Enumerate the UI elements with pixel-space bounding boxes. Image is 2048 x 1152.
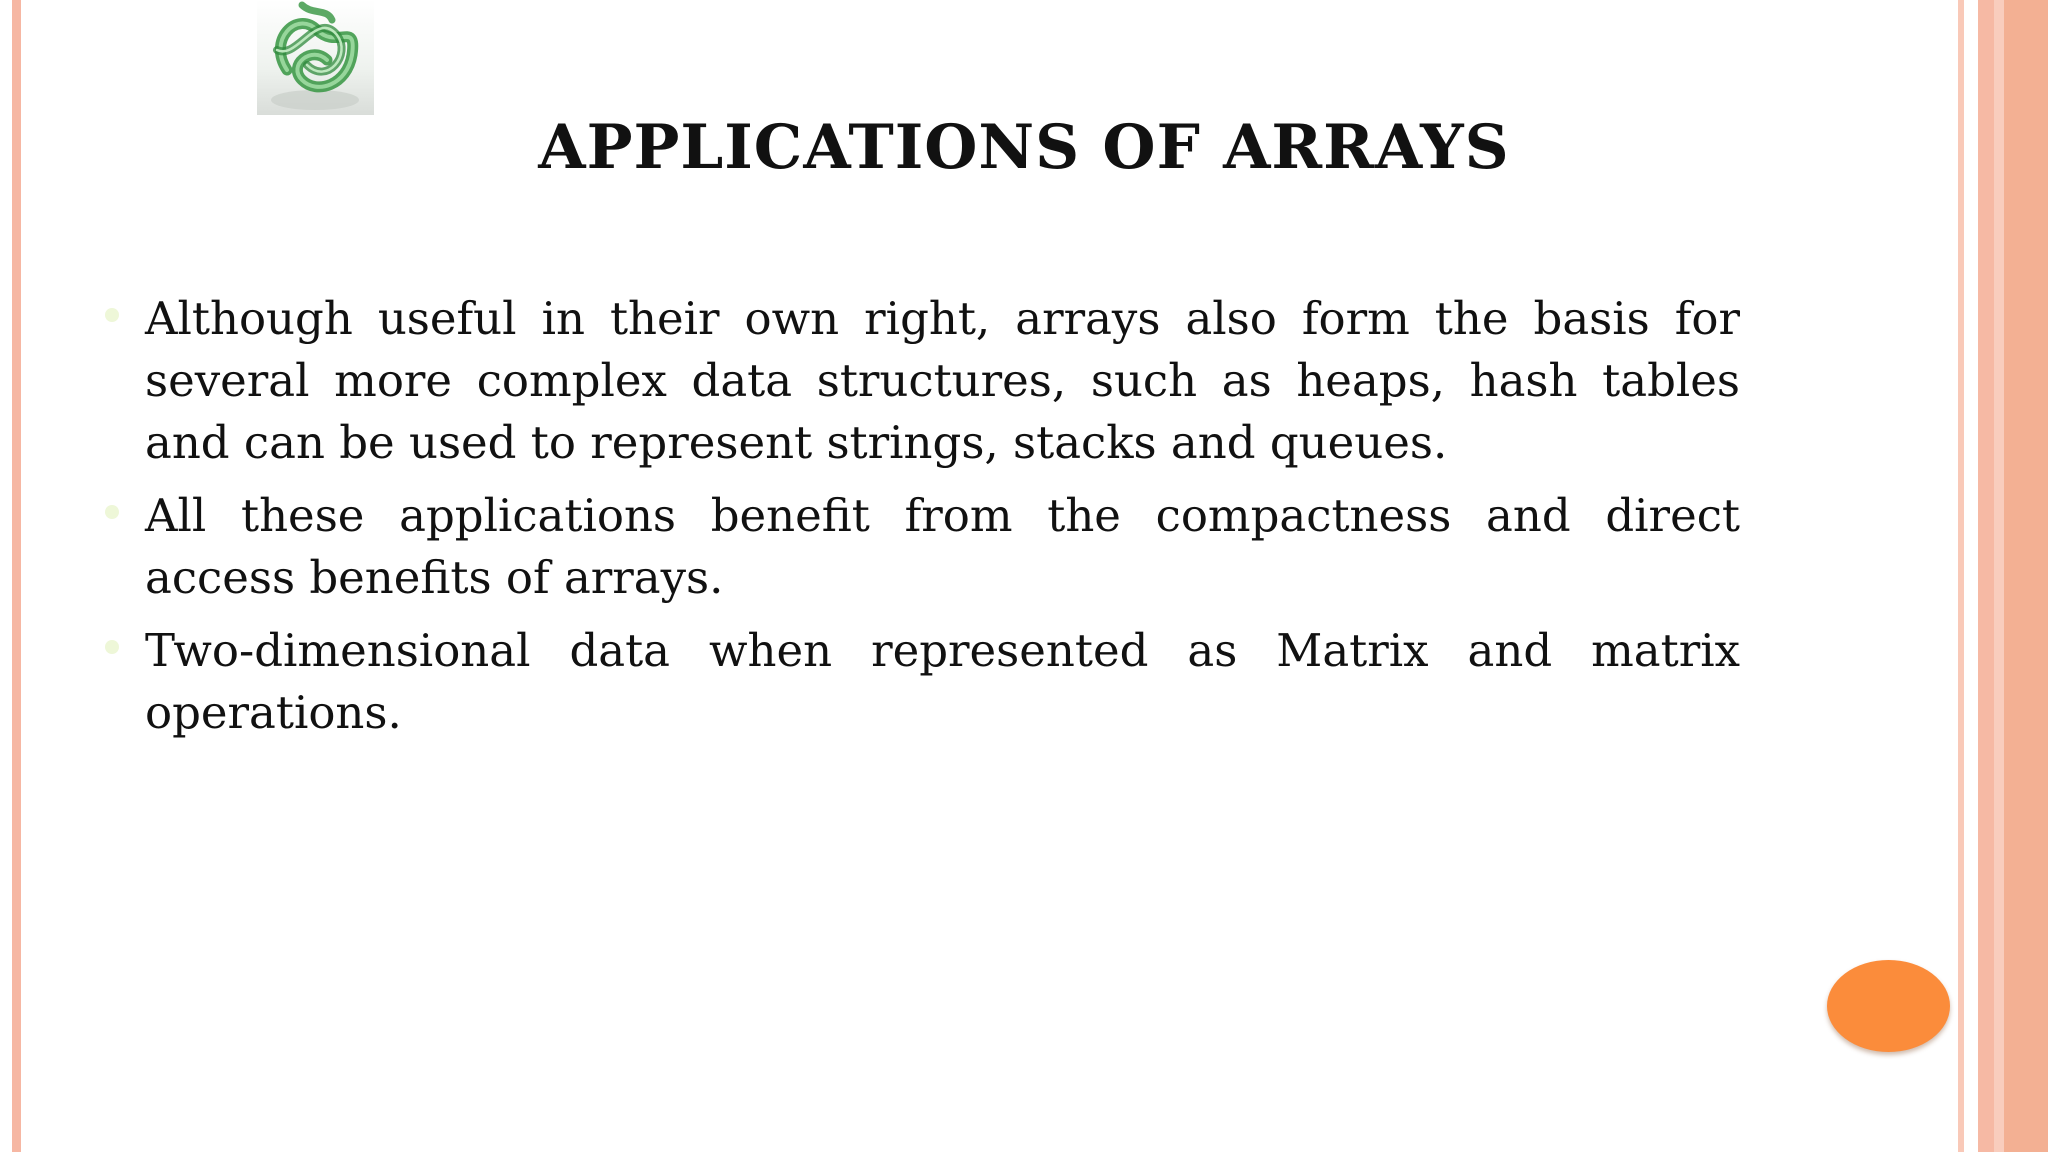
bullet-item <box>105 485 1740 609</box>
bullet-text: Two-dimensional data when represented as Matrix and matrix operations. <box>145 624 1740 739</box>
bullet-item <box>105 620 1740 744</box>
green-glass-knot-icon <box>257 0 374 115</box>
bullet-dot-icon <box>105 308 119 322</box>
left-border <box>12 0 21 1152</box>
right-border-band <box>1978 0 2048 1152</box>
bullet-dot-icon <box>105 640 119 654</box>
bullet-dot-icon <box>105 505 119 519</box>
slide-title: APPLICATIONS OF ARRAYS <box>538 112 1510 183</box>
orange-circle-button[interactable] <box>1827 960 1950 1052</box>
bullet-text: All these applications benefit from the compactness and direct access benefits of arrays. <box>145 489 1740 604</box>
bullet-text: Although useful in their own right, arrays also form the basis for several more complex data structures, such as heaps, hash tables and can be used to represent strings, stacks and queues. <box>145 292 1740 469</box>
bullet-list <box>105 288 1740 755</box>
right-border-line <box>1958 0 1964 1152</box>
bullet-item <box>105 288 1740 474</box>
